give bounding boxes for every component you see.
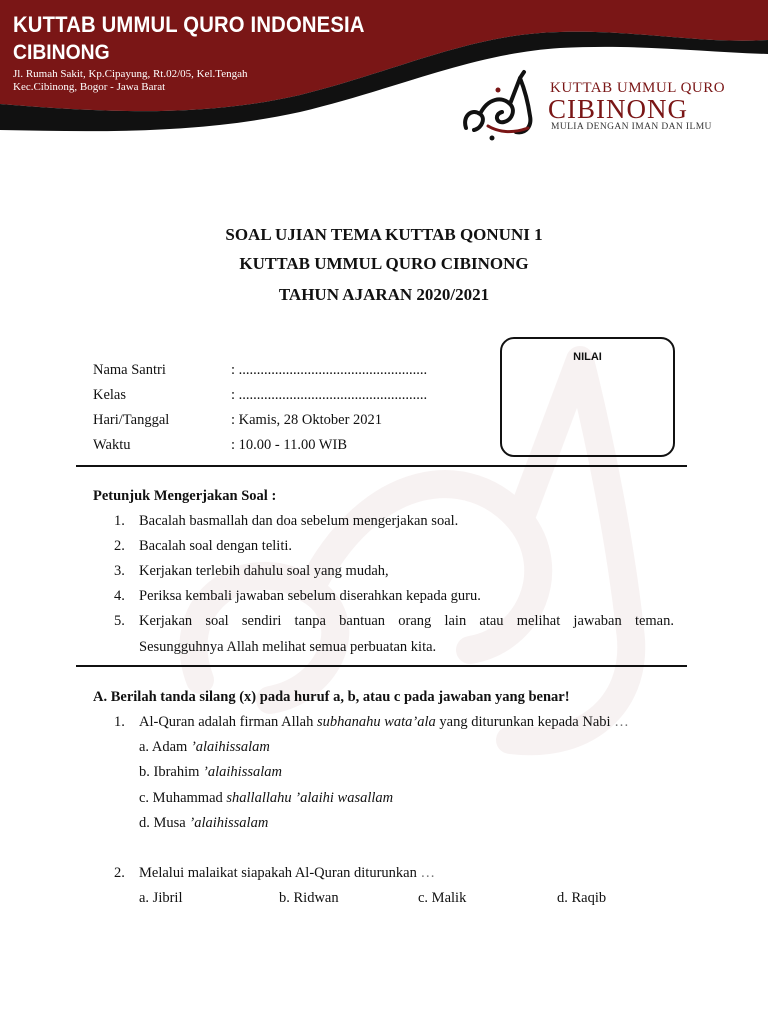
field-value-waktu: : 10.00 - 11.00 WIB: [231, 437, 347, 453]
header-address-line1: Jl. Rumah Sakit, Kp.Cipayung, Rt.02/05, Kel.Tengah: [13, 68, 248, 80]
answer-option[interactable]: d. Musa ’alaihissalam: [139, 815, 269, 831]
answer-option[interactable]: d. Raqib: [557, 890, 607, 906]
field-label-tanggal: Hari/Tanggal: [93, 412, 170, 428]
instructions-heading: Petunjuk Mengerjakan Soal :: [93, 488, 277, 504]
answer-option[interactable]: b. Ridwan: [279, 890, 339, 906]
instruction-text: Bacalah basmallah dan doa sebelum mengerjakan soal.: [139, 513, 459, 529]
section-a-heading: A. Berilah tanda silang (x) pada huruf a, b, atau c pada jawaban yang benar!: [93, 689, 570, 705]
logo-name: KUTTAB UMMUL QURO: [550, 80, 726, 96]
field-value-nama[interactable]: : ....................................................: [231, 362, 428, 378]
instruction-text: Periksa kembali jawaban sebelum diserahkan kepada guru.: [139, 588, 481, 604]
score-label: NILAI: [573, 351, 602, 363]
field-value-kelas[interactable]: : ....................................................: [231, 387, 428, 403]
logo-city: CIBINONG: [548, 94, 688, 124]
instruction-text: Bacalah soal dengan teliti.: [139, 538, 293, 554]
field-value-tanggal: : Kamis, 28 Oktober 2021: [231, 412, 383, 428]
instruction-number: 3.: [114, 563, 125, 579]
logo-tagline: MULIA DENGAN IMAN DAN ILMU: [551, 122, 712, 132]
exam-title-line2: KUTTAB UMMUL QURO CIBINONG: [239, 254, 529, 273]
question-1-text: Al-Quran adalah firman Allah subhanahu wata’ala yang diturunkan kepada Nabi …: [139, 714, 630, 730]
calligraphy-logo-icon: [458, 68, 546, 148]
school-logo: [458, 68, 758, 148]
exam-title-line3: TAHUN AJARAN 2020/2021: [278, 285, 490, 304]
answer-option[interactable]: c. Muhammad shallallahu ’alaihi wasallam: [139, 790, 394, 806]
question-number: 1.: [114, 714, 125, 730]
instruction-number: 2.: [114, 538, 125, 554]
answer-option[interactable]: a. Jibril: [139, 890, 183, 906]
answer-option[interactable]: a. Adam ’alaihissalam: [139, 739, 270, 755]
instruction-text: Kerjakan terlebih dahulu soal yang mudah,: [139, 563, 389, 579]
divider: [76, 465, 687, 467]
exam-title-line1: SOAL UJIAN TEMA KUTTAB QONUNI 1: [225, 225, 543, 244]
instruction-text: Kerjakan soal sendiri tanpa bantuan orang lain atau melihat jawaban teman.: [139, 613, 674, 629]
header-title: KUTTAB UMMUL QURO INDONESIA: [13, 12, 365, 37]
answer-option[interactable]: c. Malik: [418, 890, 467, 906]
answer-option[interactable]: b. Ibrahim ’alaihissalam: [139, 764, 282, 780]
header-address-line2: Kec.Cibinong, Bogor - Jawa Barat: [13, 81, 166, 93]
field-label-nama: Nama Santri: [93, 362, 166, 378]
instruction-number: 1.: [114, 513, 125, 529]
divider: [76, 665, 687, 667]
header-city: CIBINONG: [13, 41, 110, 64]
question-number: 2.: [114, 865, 125, 881]
instruction-number: 5.: [114, 613, 125, 629]
instruction-number: 4.: [114, 588, 125, 604]
field-label-kelas: Kelas: [93, 387, 127, 403]
field-label-waktu: Waktu: [93, 437, 131, 453]
question-2-text: Melalui malaikat siapakah Al-Quran diturunkan …: [139, 865, 436, 881]
score-box[interactable]: [500, 337, 675, 457]
instruction-text-continued: Sesungguhnya Allah melihat semua perbuatan kita.: [139, 639, 437, 655]
